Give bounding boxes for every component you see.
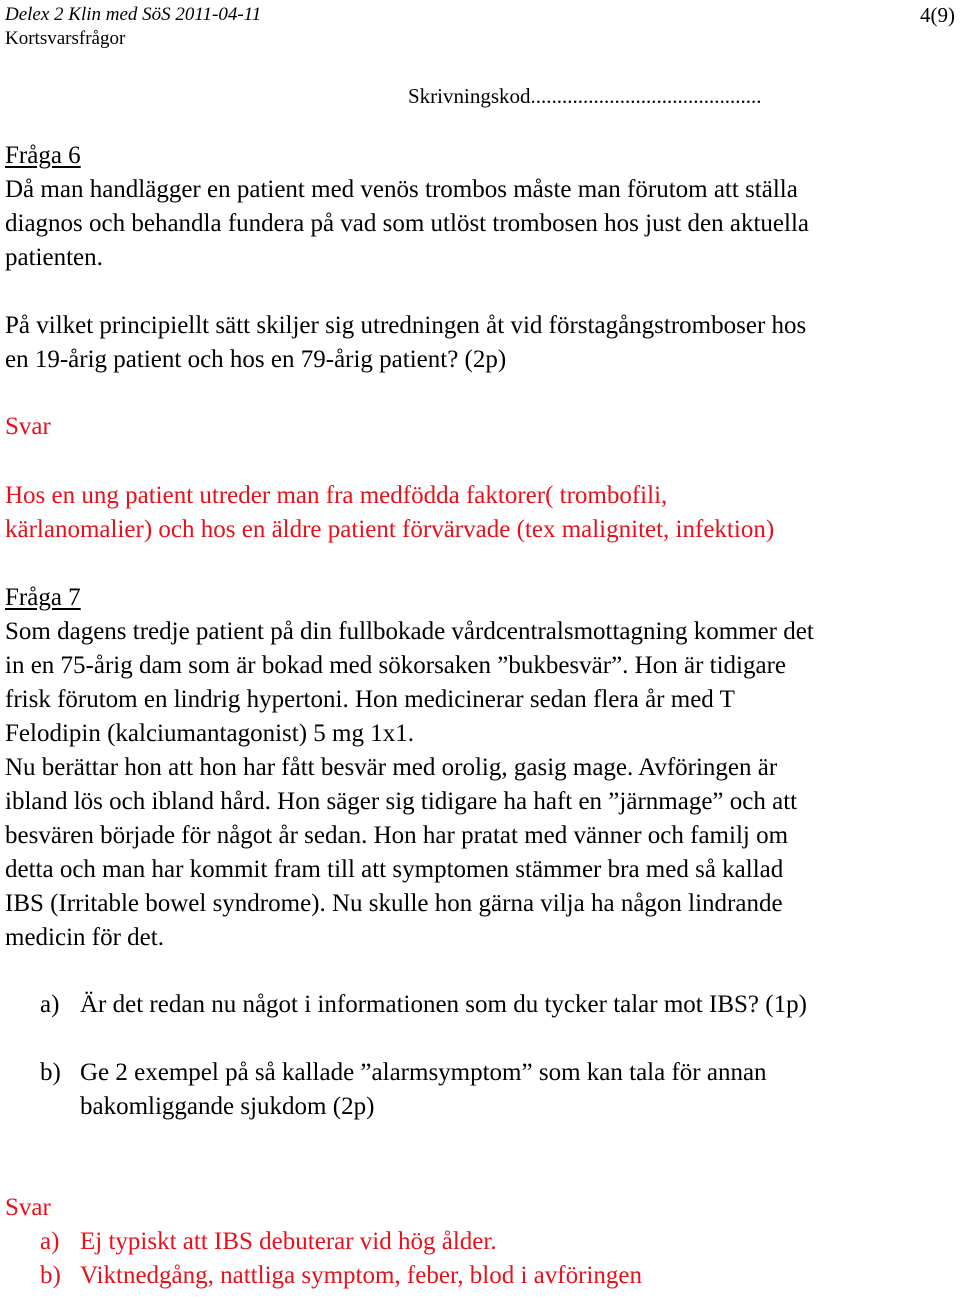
list-marker: a) xyxy=(40,1228,60,1255)
list-marker: a) xyxy=(40,991,60,1018)
question-7-line: in en 75-årig dam som är bokad med sökorsaken ”bukbesvär”. Hon är tidigare xyxy=(5,652,787,679)
question-7-answer xyxy=(40,1225,950,1293)
question-7-line: besvären började för något år sedan. Hon har pratat med vänner och familj om xyxy=(5,822,789,849)
question-7-answer-label xyxy=(5,1191,960,1225)
question-7-title: Fråga 7 xyxy=(5,584,81,611)
subquestion-a xyxy=(40,988,950,1022)
question-6-prompt xyxy=(5,309,960,377)
subquestion-text xyxy=(80,1056,950,1124)
list-marker: b) xyxy=(40,1059,61,1086)
question-7-line: Nu berättar hon att hon har fått besvär med orolig, gasig mage. Avföringen är xyxy=(5,754,778,781)
answer-line: Hos en ung patient utreder man fra medfödda faktorer( trombofili, xyxy=(5,482,668,509)
section-header: Kortsvarsfrågor xyxy=(5,28,126,49)
subquestion-line: bakomliggande sjukdom (2p) xyxy=(80,1093,375,1120)
page-header xyxy=(5,3,261,51)
course-header: Delex 2 Klin med SöS 2011-04-11 xyxy=(5,4,262,25)
question-7-line: IBS (Irritable bowel syndrome). Nu skulle hon gärna vilja ha någon lindrande xyxy=(5,890,783,917)
answer-line: kärlanomalier) och hos en äldre patient förvärvade (tex malignitet, infektion) xyxy=(5,516,775,543)
question-7 xyxy=(5,581,960,955)
subquestion-b xyxy=(40,1056,950,1124)
question-6-line: På vilket principiellt sätt skiljer sig utredningen åt vid förstagångstromboser hos xyxy=(5,312,807,339)
list-marker: b) xyxy=(40,1262,61,1289)
answer-label: Svar xyxy=(5,1194,51,1221)
answer-label: Svar xyxy=(5,413,51,440)
question-7-line: ibland lös och ibland hård. Hon säger sig tidigare ha haft en ”järnmage” och att xyxy=(5,788,798,815)
question-6-answer-label xyxy=(5,410,960,444)
question-7-line: detta och man har kommit fram till att symptomen stämmer bra med så kallad xyxy=(5,856,784,883)
question-7-line: Som dagens tredje patient på din fullbokade vårdcentralsmottagning kommer det xyxy=(5,618,814,645)
question-6-line: en 19-årig patient och hos en 79-årig patient? (2p) xyxy=(5,346,507,373)
question-7-line: frisk förutom en lindrig hypertoni. Hon medicinerar sedan flera år med T xyxy=(5,686,735,713)
question-6-line: Då man handlägger en patient med venös trombos måste man förutom att ställa xyxy=(5,176,798,203)
subquestion-line: Ge 2 exempel på så kallade ”alarmsymptom” som kan tala för annan xyxy=(80,1059,767,1086)
page-number: 4(9) xyxy=(920,3,955,27)
answer-line: Viktnedgång, nattliga symptom, feber, blod i avföringen xyxy=(80,1262,642,1289)
question-7-line: Felodipin (kalciumantagonist) 5 mg 1x1. xyxy=(5,720,414,747)
question-7-line: medicin för det. xyxy=(5,924,164,951)
subquestion-text: Är det redan nu något i informationen som du tycker talar mot IBS? (1p) xyxy=(80,991,807,1018)
answer-line: Ej typiskt att IBS debuterar vid hög ålder. xyxy=(80,1228,497,1255)
question-6-line: diagnos och behandla fundera på vad som utlöst trombosen hos just den aktuella xyxy=(5,210,809,237)
question-6-answer xyxy=(5,479,960,547)
question-6 xyxy=(5,139,960,275)
question-6-title: Fråga 6 xyxy=(5,142,81,169)
writing-code-field: Skrivningskod............................................ xyxy=(408,84,762,108)
question-6-line: patienten. xyxy=(5,244,103,271)
